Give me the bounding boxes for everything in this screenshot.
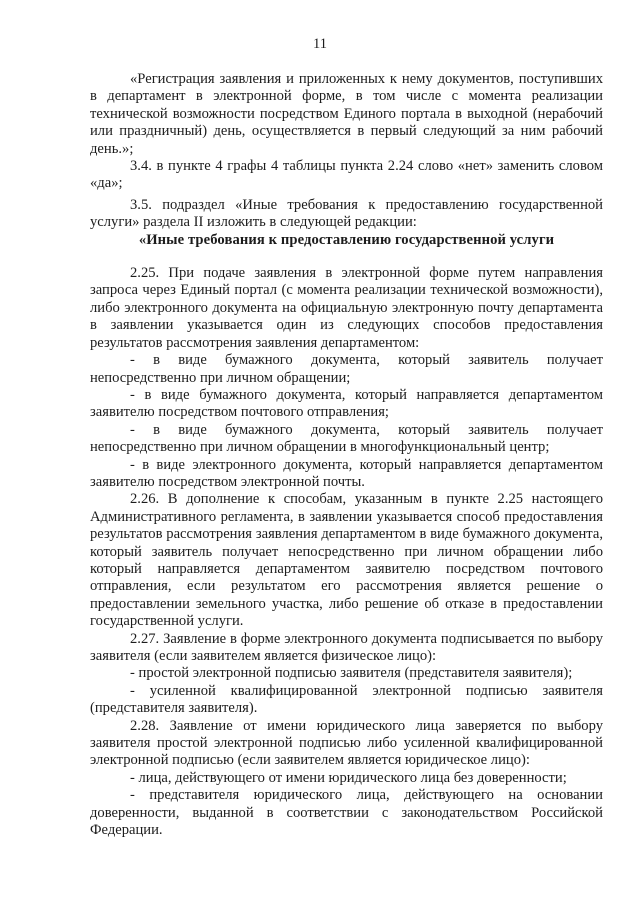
document-body <box>90 71 603 839</box>
list-item: - в виде бумажного документа, который заявитель получает непосредственно при личном обращении; <box>90 352 603 386</box>
list-item: - в виде бумажного документа, который заявитель получает непосредственно при личном обращении в многофункциональный центр; <box>90 421 603 456</box>
list-item: - в виде бумажного документа, который направляется департаментом заявителю посредством почтового отправления; <box>90 386 603 421</box>
clause-2-28: 2.28. Заявление от имени юридического лица заверяется по выбору заявителя простой электронной подписью либо усиленной квалифицированной электронной подписью (если заявителем является юридическое лицо): <box>90 717 603 769</box>
paragraph-registration: «Регистрация заявления и приложенных к нему документов, поступивших в департамент в электронной форме, в том числе с момента реализации технической возможности посредством Единого портала в выходной (нерабочий или праздничный) день, осуществляется в первый следующий за ним рабочий день.»; <box>90 71 603 157</box>
list-item: - простой электронной подписью заявителя (представителя заявителя); <box>130 665 573 682</box>
section-heading: «Иные требования к предоставлению государственной услуги <box>138 231 555 248</box>
list-item: - усиленной квалифицированной электронной подписью заявителя (представителя заявителя). <box>90 682 603 717</box>
clause-2-25: 2.25. При подаче заявления в электронной форме путем направления запроса через Единый портал (с момента реализации технической возможности), либо электронного документа на официальную электронную почту департамента в заявлении указывается один из следующих способов предоставления результатов рассмотрения заявления департаментом: <box>90 265 603 351</box>
list-item: - в виде электронного документа, который направляется департаментом заявителю посредством электронной почты. <box>90 456 603 490</box>
list-item: - лица, действующего от имени юридического лица без доверенности; <box>130 769 567 786</box>
page-number: 11 <box>313 36 327 52</box>
clause-2-26: 2.26. В дополнение к способам, указанным в пункте 2.25 настоящего Административного регламента, в заявлении указывается способ предоставления результатов рассмотрения заявления департаментом в виде бумажного документа, который заявитель получает непосредственно при личном обращении либо который направляется департаментом заявителю посредством почтового отправления, если результатом его рассмотрения является решение о предоставлении земельного участка, либо решение об отказе в предоставлении государственной услуги. <box>90 491 603 630</box>
list-item: - представителя юридического лица, действующего на основании доверенности, выданной в соответствии с законодательством Российской Федерации. <box>90 787 603 839</box>
paragraph-3-5: 3.5. подраздел «Иные требования к предоставлению государственной услуги» раздела II изложить в следующей редакции: <box>90 196 603 231</box>
paragraph-3-4: 3.4. в пункте 4 графы 4 таблицы пункта 2.24 слово «нет» заменить словом «да»; <box>90 158 603 192</box>
clause-2-27: 2.27. Заявление в форме электронного документа подписывается по выбору заявителя (если заявителем является физическое лицо): <box>90 630 603 664</box>
